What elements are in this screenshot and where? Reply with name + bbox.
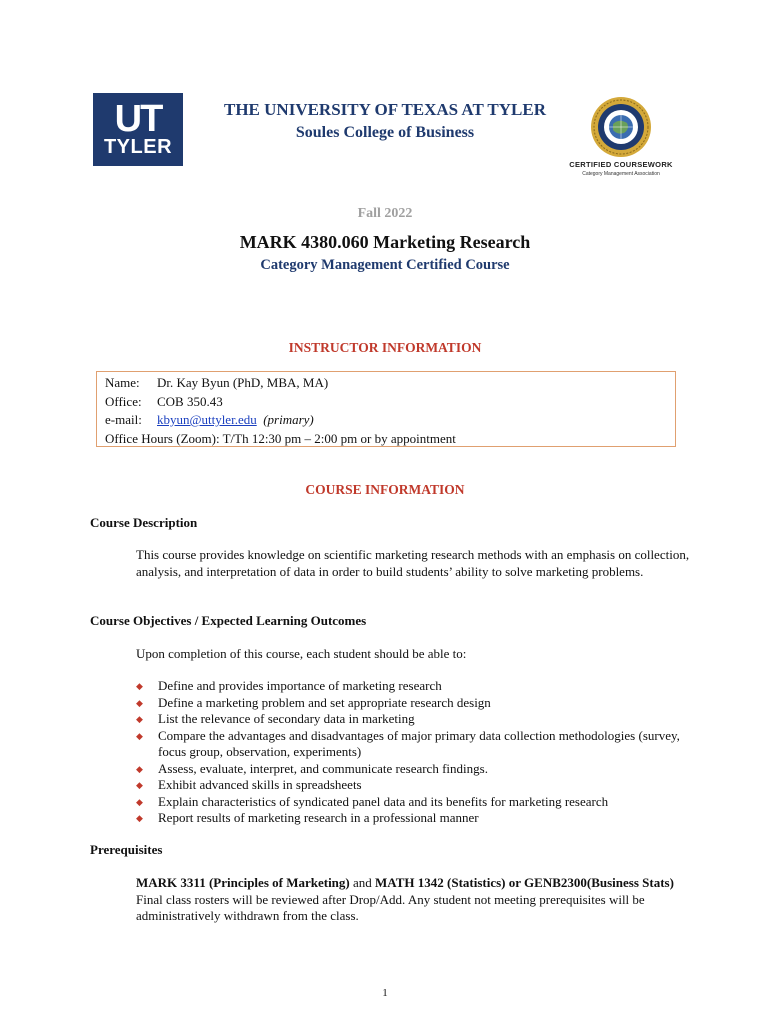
term: Fall 2022 — [357, 206, 413, 221]
bullet-icon: ◆ — [136, 730, 143, 741]
prereq-course-1: MARK 3311 (Principles of Marketing) — [136, 875, 350, 890]
list-item — [136, 810, 696, 827]
page-number: 1 — [382, 987, 388, 999]
instructor-office-row — [105, 393, 675, 412]
instructor-name-row — [105, 374, 675, 393]
email-label: e-mail: — [105, 412, 142, 427]
course-subtitle: Category Management Certified Course — [260, 257, 510, 273]
objectives-intro: Upon completion of this course, each student should be able to: — [136, 646, 467, 661]
seal-caption: CERTIFIED COURSEWORK — [569, 160, 673, 169]
course-info-heading: COURSE INFORMATION — [305, 482, 465, 497]
course-description: This course provides knowledge on scientific marketing research methods with an emphasis on collection, analysis, and interpretation of data in order to build students’ ability to solve marketing problems. — [136, 547, 690, 579]
objective-text: Report results of marketing research in a professional manner — [158, 810, 479, 825]
instructor-email-row — [105, 411, 675, 430]
logo-ut-text: UT — [114, 97, 162, 140]
office-label: Office: — [105, 393, 142, 409]
objective-text: Compare the advantages and disadvantages of major primary data collection methodologies (survey, focus group, observation, experiments) — [158, 727, 680, 759]
bullet-icon: ◆ — [136, 714, 143, 724]
instructor-info-box — [96, 371, 676, 447]
seal-subcaption: Category Management Association — [582, 171, 660, 177]
objectives-heading: Course Objectives / Expected Learning Outcomes — [90, 613, 367, 628]
instructor-heading: INSTRUCTOR INFORMATION — [288, 340, 482, 355]
bullet-icon: ◆ — [136, 813, 143, 823]
prereq-policy: Final class rosters will be reviewed after Drop/Add. Any student not meeting prerequisites will be administratively withdrawn from the class. — [136, 891, 645, 923]
bullet-icon: ◆ — [136, 796, 143, 807]
course-description-heading: Course Description — [90, 515, 198, 530]
prereq-and: and — [349, 875, 376, 890]
university-name: THE UNIVERSITY OF TEXAS AT TYLER — [224, 100, 546, 119]
objective-text: Assess, evaluate, interpret, and communicate research findings. — [158, 760, 488, 776]
prerequisites-heading: Prerequisites — [90, 842, 163, 857]
prereq-course-2: MATH 1342 (Statistics) or GENB2300(Business Stats) — [375, 875, 674, 890]
list-item — [136, 794, 696, 811]
list-item — [136, 728, 696, 761]
bullet-icon: ◆ — [136, 780, 143, 790]
bullet-icon: ◆ — [136, 763, 143, 774]
objective-text: List the relevance of secondary data in marketing — [158, 711, 415, 726]
objective-text: Exhibit advanced skills in spreadsheets — [158, 777, 362, 792]
instructor-name: Dr. Kay Byun (PhD, MBA, MA) — [157, 375, 329, 390]
ut-tyler-logo — [93, 93, 183, 166]
list-item — [136, 761, 696, 778]
list-item — [136, 695, 696, 712]
list-item — [136, 777, 696, 794]
objectives-list — [136, 678, 696, 827]
bullet-icon: ◆ — [136, 681, 143, 691]
objective-text: Explain characteristics of syndicated panel data and its benefits for marketing research — [158, 793, 609, 809]
logo-tyler-text: TYLER — [103, 135, 173, 158]
email-note: (primary) — [263, 412, 314, 427]
college-name: Soules College of Business — [295, 124, 475, 141]
objective-text: Define and provides importance of marketing research — [158, 678, 442, 693]
name-label: Name: — [105, 375, 140, 390]
list-item — [136, 711, 696, 728]
instructor-office: COB 350.43 — [157, 393, 223, 409]
list-item — [136, 678, 696, 695]
email-link[interactable]: kbyun@uttyler.edu — [157, 412, 257, 427]
course-title: MARK 4380.060 Marketing Research — [239, 232, 531, 252]
office-hours: Office Hours (Zoom): T/Th 12:30 pm – 2:00 pm or by appointment — [105, 430, 456, 446]
bullet-icon: ◆ — [136, 697, 143, 708]
prerequisites-text — [136, 875, 696, 925]
objective-text: Define a marketing problem and set appropriate research design — [158, 694, 491, 710]
